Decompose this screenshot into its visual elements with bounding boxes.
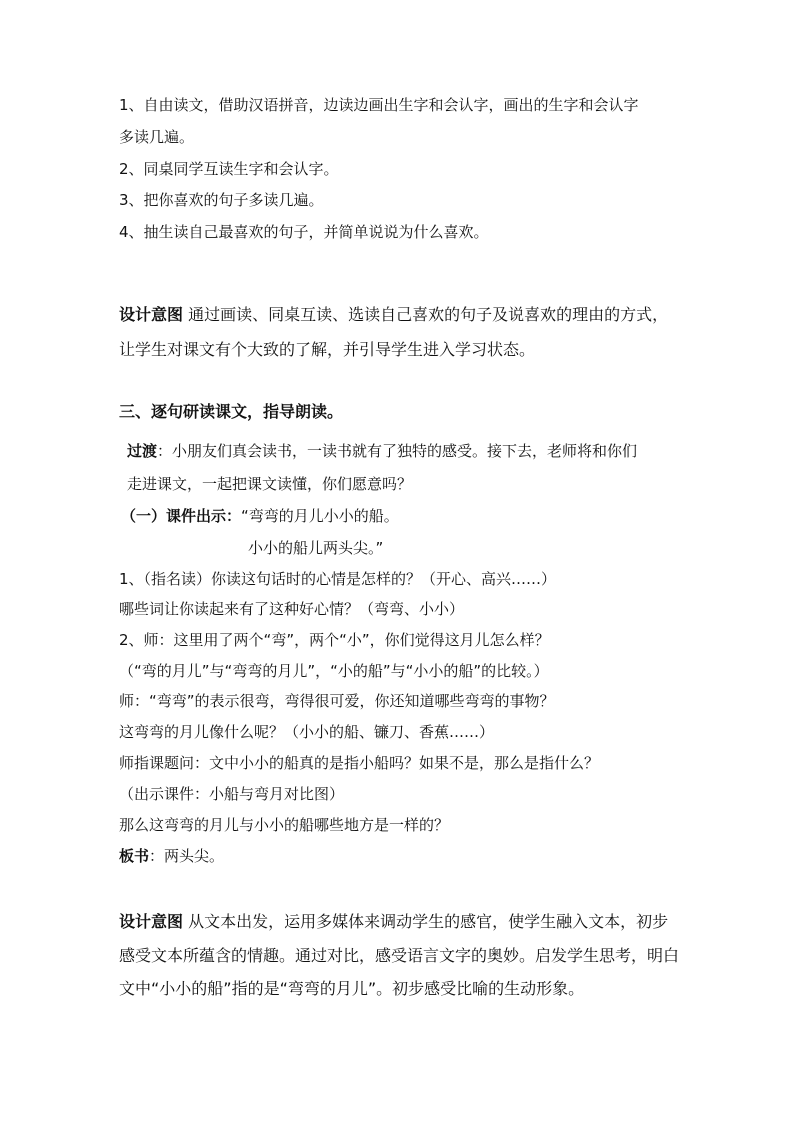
- question-1: 1、（指名读）你读这句话时的心情是怎样的？（开心、高兴……）: [119, 570, 557, 588]
- similarity-question: 那么这弯弯的月儿与小小的船哪些地方是一样的？: [119, 816, 450, 834]
- board-writing: [119, 846, 224, 866]
- design-intent-2-line-2: 感受文本所蕴含的情趣。通过对比，感受语言文字的奥妙。启发学生思考，明白: [119, 946, 680, 965]
- transition-line-2: 走进课文，一起把课文读懂，你们愿意吗？: [127, 475, 413, 493]
- design-intent-1-cont: 让学生对课文有个大致的了解，并引导学生进入学习状态。: [119, 340, 536, 359]
- step-1: 1、自由读文，借助汉语拼音，边读边画出生字和会认字，画出的生字和会认字: [119, 96, 639, 114]
- section-3-heading: 三、逐句研读课文，指导朗读。: [119, 402, 344, 421]
- courseware-line-1: [121, 506, 399, 526]
- step-3: 3、把你喜欢的句子多读几遍。: [119, 191, 324, 209]
- design-intent-text: 通过画读、同桌互读、选读自己喜欢的句子及说喜欢的理由的方式，: [188, 305, 669, 324]
- courseware-note: （出示课件：小船与弯月对比图）: [119, 785, 345, 803]
- step-4: 4、抽生读自己最喜欢的句子，并简单说说为什么喜欢。: [119, 223, 489, 241]
- board-label: 板书: [119, 847, 150, 865]
- design-intent-2-text: 从文本出发，运用多媒体来调动学生的感官，使学生融入文本，初步: [188, 912, 669, 931]
- step-2: 2、同桌同学互读生字和会认字。: [119, 160, 339, 178]
- step-1-cont: 多读几遍。: [119, 128, 195, 146]
- teacher-remark: 师：“弯弯”的表示很弯，弯得很可爱，你还知道哪些弯弯的事物？: [119, 692, 555, 710]
- moon-question: 这弯弯的月儿像什么呢？（小小的船、镰刀、香蕉……）: [119, 723, 495, 741]
- design-intent-label: 设计意图: [119, 305, 184, 324]
- question-2: 2、师：这里用了两个“弯”，两个“小”，你们觉得这月儿怎么样？: [119, 631, 550, 649]
- courseware-label: （一）课件出示：: [121, 507, 242, 525]
- design-intent-1: [119, 305, 668, 325]
- courseware-quote-2: 小小的船儿两头尖。”: [248, 539, 384, 557]
- board-text: ：两头尖。: [149, 847, 225, 865]
- design-intent-2-label: 设计意图: [119, 912, 184, 931]
- question-1-follow: 哪些词让你读起来有了这种好心情？（弯弯、小小）: [119, 600, 465, 618]
- title-question: 师指课题问：文中小小的船真的是指小船吗？如果不是，那么是指什么？: [119, 754, 600, 772]
- design-intent-2: [119, 912, 668, 932]
- transition-label: 过渡: [127, 442, 158, 460]
- transition-text: ：小朋友们真会读书，一读书就有了独特的感受。接下去，老师将和你们: [157, 442, 638, 460]
- courseware-quote-1: “弯弯的月儿小小的船。: [241, 507, 399, 525]
- transition-line-1: [127, 441, 637, 461]
- design-intent-2-line-3: 文中“小小的船”指的是“弯弯的月儿”。初步感受比喻的生动形象。: [119, 979, 585, 998]
- comparison-note: （“弯的月儿”与“弯弯的月儿”，“小的船”与“小小的船”的比较。）: [119, 662, 549, 680]
